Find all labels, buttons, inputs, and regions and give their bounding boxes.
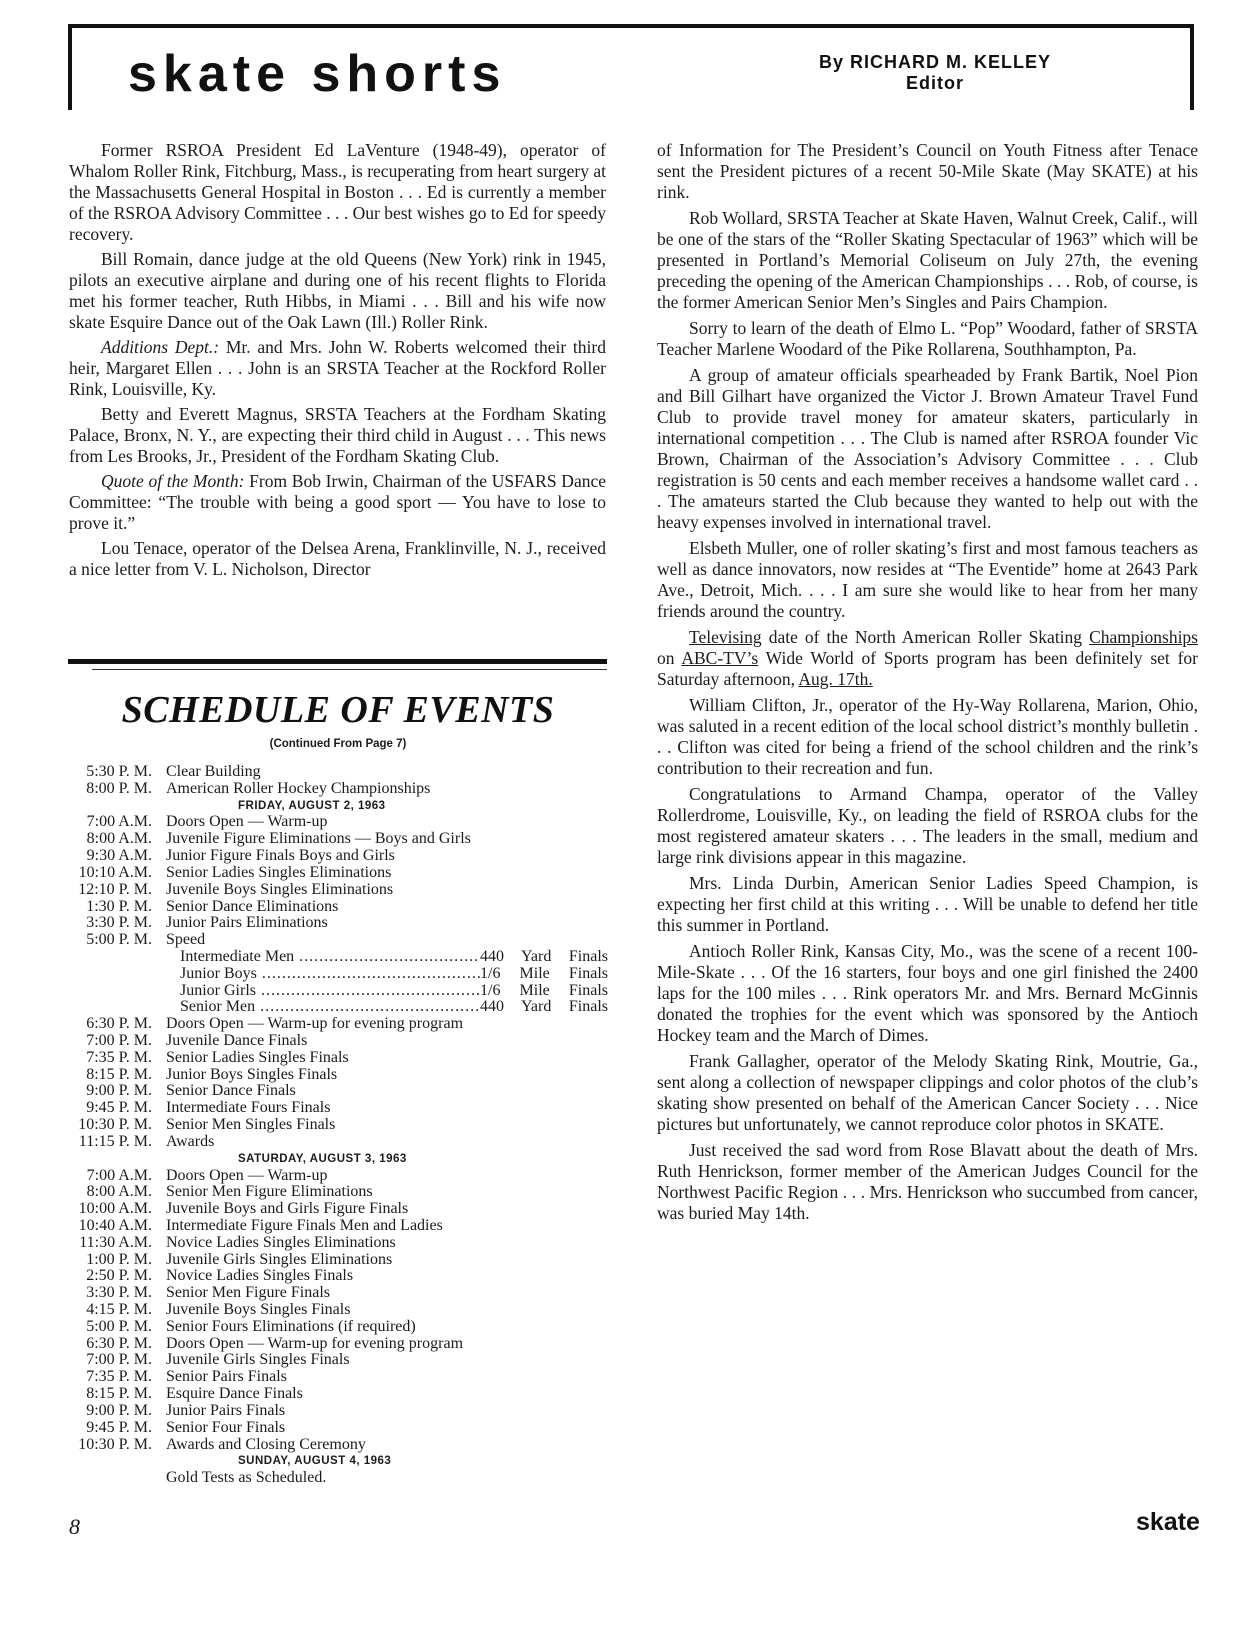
schedule-row xyxy=(68,865,608,882)
paragraph: Betty and Everett Magnus, SRSTA Teachers at the Fordham Skating Palace, Bronx, N. Y., are expecting their third child in August . . . This news from Les Brooks, Jr., President of the Fordham Skating Club. xyxy=(69,404,606,466)
tv-text: Wide World of Sports program has been definitely set for Saturday afternoon, xyxy=(657,648,1199,689)
schedule-time: 9:45 P. M. xyxy=(86,1418,152,1436)
schedule-event: Clear Building xyxy=(166,763,261,780)
schedule-time: 8:15 P. M. xyxy=(86,1065,152,1083)
schedule-row xyxy=(68,1016,608,1033)
schedule-time: 11:30 A.M. xyxy=(79,1233,152,1251)
schedule-row xyxy=(68,1470,608,1487)
tv-word-date: Aug. 17th. xyxy=(798,669,873,689)
schedule-pre xyxy=(68,764,608,798)
schedule-row xyxy=(68,1336,608,1353)
paragraph: of Information for The President’s Council on Youth Fitness after Tenace sent the President pictures of a recent 50-Mile Skate (May SKATE) at his rink. xyxy=(657,140,1198,202)
schedule-event: Junior Boys Singles Finals xyxy=(166,1065,338,1083)
paragraph: Former RSROA President Ed LaVenture (1948-49), operator of Whalom Roller Rink, Fitchburg, Mass., is recuperating from heart surgery at the Massachusetts General Hospital in Boston . . . Ed is currently a member of the RSROA Advisory Committee . . . Our best wishes go to Ed for speedy recovery. xyxy=(69,140,606,244)
speed-result: 440 Yard Finals xyxy=(480,998,608,1016)
magazine-name: skate xyxy=(1136,1508,1200,1536)
schedule-row xyxy=(68,1201,608,1218)
schedule-event: Senior Fours Eliminations (if required) xyxy=(166,1317,416,1335)
schedule-event: Senior Four Finals xyxy=(166,1418,286,1436)
schedule-time: 5:00 P. M. xyxy=(86,1317,152,1335)
speed-category: Senior Men ..... xyxy=(180,999,480,1016)
paragraph-tv xyxy=(657,627,1198,690)
schedule-event: Doors Open — Warm-up xyxy=(166,1166,328,1184)
tv-text: date of the North American Roller Skating xyxy=(761,627,1090,647)
schedule-event: Senior Pairs Finals xyxy=(166,1368,287,1386)
paragraph-quote xyxy=(69,471,606,534)
paragraph: Rob Wollard, SRSTA Teacher at Skate Haven, Walnut Creek, Calif., will be one of the stars of the “Roller Skating Spectacular of 1963” which will be presented in Portland’s Memorial Coliseum on July 27th, the evening preceding the opening of the American Championships . . . Rob, of course, is the former American Senior Men’s Singles and Pairs Champion. xyxy=(657,208,1198,312)
schedule-row xyxy=(68,899,608,916)
schedule-time: 9:30 A.M. xyxy=(86,847,152,865)
schedule-event: Junior Figure Finals Boys and Girls xyxy=(166,847,395,865)
schedule-event: Speed xyxy=(166,931,206,949)
schedule-row xyxy=(68,1369,608,1386)
schedule-time: 3:30 P. M. xyxy=(86,1284,152,1302)
schedule-speed xyxy=(68,949,608,1016)
schedule-time: 10:30 P. M. xyxy=(78,1435,152,1453)
schedule-event: Junior Pairs Finals xyxy=(166,1401,286,1419)
schedule-time: 3:30 P. M. xyxy=(86,914,152,932)
schedule-row xyxy=(68,1067,608,1084)
schedule-time: 5:30 P. M. xyxy=(86,763,152,780)
paragraph: Lou Tenace, operator of the Delsea Arena, Franklinville, N. J., received a nice letter from V. L. Nicholson, Director xyxy=(69,538,606,579)
schedule-time: 9:00 P. M. xyxy=(86,1082,152,1100)
schedule-time: 10:00 A.M. xyxy=(78,1200,152,1218)
schedule-event: Senior Men Singles Finals xyxy=(166,1116,336,1134)
schedule-row xyxy=(68,1134,608,1151)
speed-row xyxy=(68,983,608,1000)
schedule-time: 9:00 P. M. xyxy=(86,1401,152,1419)
schedule-event: American Roller Hockey Championships xyxy=(166,779,431,797)
schedule-event: Esquire Dance Finals xyxy=(166,1385,303,1403)
tv-text: on xyxy=(657,648,682,668)
paragraph: William Clifton, Jr., operator of the Hy-Way Rollarena, Marion, Ohio, was saluted in a recent edition of the local school district’s monthly bulletin . . . Clifton was cited for being a friend of the school children and the rink’s contribution to their recreation and fun. xyxy=(657,695,1198,778)
schedule-event: Intermediate Fours Finals xyxy=(166,1099,331,1117)
schedule-event: Senior Dance Finals xyxy=(166,1082,296,1100)
tv-word-network: ABC-TV’s xyxy=(681,648,759,668)
schedule-row xyxy=(68,882,608,899)
schedule-time: 1:30 P. M. xyxy=(86,897,152,915)
schedule-event: Novice Ladies Singles Eliminations xyxy=(166,1233,396,1251)
byline xyxy=(770,52,1100,94)
schedule-time: 6:30 P. M. xyxy=(86,1015,152,1033)
schedule-title: SCHEDULE OF EVENTS xyxy=(121,689,555,731)
divider-thin xyxy=(92,669,607,670)
schedule-event: Juvenile Figure Eliminations — Boys and Girls xyxy=(166,830,471,848)
schedule-note: (Continued From Page 7) xyxy=(269,738,407,750)
byline-author: By RICHARD M. KELLEY xyxy=(818,52,1051,72)
schedule-time: 4:15 P. M. xyxy=(86,1301,152,1318)
schedule-row xyxy=(68,1168,608,1185)
day-header-friday: FRIDAY, AUGUST 2, 1963 xyxy=(238,799,386,812)
schedule-row xyxy=(68,814,608,831)
speed-category: Junior Boys ..... xyxy=(180,966,480,983)
schedule-event: Intermediate Figure Finals Men and Ladies xyxy=(166,1216,443,1234)
schedule-time: 7:35 P. M. xyxy=(86,1048,152,1066)
schedule-row xyxy=(68,764,608,781)
quote-text: From Bob Irwin, Chairman of the USFARS Dance Committee: “The trouble with being a good sport — You have to lose to prove it.” xyxy=(69,471,606,533)
schedule-friday-b xyxy=(68,1016,608,1151)
schedule-event: Juvenile Dance Finals xyxy=(166,1032,308,1049)
schedule-row xyxy=(68,831,608,848)
schedule-event: Doors Open — Warm-up for evening program xyxy=(166,1015,464,1033)
tv-word-championships: Championships xyxy=(1089,627,1198,647)
schedule-sunday xyxy=(68,1470,608,1487)
schedule-friday-a xyxy=(68,814,608,949)
schedule-row xyxy=(68,1235,608,1252)
schedule-row xyxy=(68,1117,608,1134)
schedule-row xyxy=(68,1285,608,1302)
schedule-time: 8:15 P. M. xyxy=(86,1385,152,1403)
schedule-event: Senior Men Figure Eliminations xyxy=(166,1183,373,1201)
schedule-row xyxy=(68,1268,608,1285)
schedule-row xyxy=(68,932,608,949)
schedule-time: 11:15 P. M. xyxy=(78,1132,152,1150)
paragraph: Frank Gallagher, operator of the Melody Skating Rink, Moutrie, Ga., sent along a collection of newspaper clippings and color photos of the club’s skating show presented on behalf of the American Cancer Society . . . Nice pictures but unfortunately, we cannot reproduce color photos in SKATE. xyxy=(657,1051,1198,1134)
schedule-time: 10:10 A.M. xyxy=(78,863,152,881)
schedule-event: Doors Open — Warm-up xyxy=(166,813,328,831)
schedule-event: Junior Pairs Eliminations xyxy=(166,914,328,932)
schedule-time: 1:00 P. M. xyxy=(86,1250,152,1268)
schedule-event: Senior Ladies Singles Finals xyxy=(166,1048,349,1066)
schedule-saturday xyxy=(68,1168,608,1454)
speed-result: 1/6 Mile Finals xyxy=(480,964,608,982)
paragraph: Congratulations to Armand Champa, operator of the Valley Rollerdrome, Louisville, Ky., on leading the field of RSROA clubs for the most registered amateur skaters . . . The leaders in the small, medium and large rink divisions appear in this magazine. xyxy=(657,784,1198,867)
quote-lead: Quote of the Month: xyxy=(101,471,245,491)
schedule-time: 7:00 P. M. xyxy=(86,1351,152,1369)
masthead-title: skate shorts xyxy=(128,45,507,103)
schedule-row xyxy=(68,1252,608,1269)
schedule-time: 2:50 P. M. xyxy=(86,1267,152,1285)
paragraph: Elsbeth Muller, one of roller skating’s first and most famous teachers as well as dance innovators, now resides at “The Eventide” home at 2643 Park Ave., Detroit, Mich. . . . I am sure she would like to hear from her many friends around the country. xyxy=(657,538,1198,621)
schedule-time: 8:00 P. M. xyxy=(86,779,152,797)
schedule-row xyxy=(68,1302,608,1319)
schedule-time: 9:45 P. M. xyxy=(86,1099,152,1117)
schedule-time: 6:30 P. M. xyxy=(86,1334,152,1352)
paragraph: Just received the sad word from Rose Blavatt about the death of Mrs. Ruth Henrickson, former member of the American Judges Council for the Northwest Pacific Region . . . Mrs. Henrickson who succumbed from cancer, was buried May 14th. xyxy=(657,1140,1198,1223)
schedule-event: Novice Ladies Singles Finals xyxy=(166,1267,354,1285)
schedule-time: 12:10 P. M. xyxy=(78,880,152,898)
paragraph: Bill Romain, dance judge at the old Queens (New York) rink in 1945, pilots an executive airplane and during one of his recent flights to Florida met his former teacher, Ruth Hibbs, in Miami . . . Bill and his wife now skate Esquire Dance out of the Oak Lawn (Ill.) Roller Rink. xyxy=(69,249,606,332)
schedule-row xyxy=(68,1352,608,1369)
schedule-event: Juvenile Boys Singles Eliminations xyxy=(166,880,394,898)
schedule-time: 8:00 A.M. xyxy=(86,1183,152,1201)
schedule-row xyxy=(68,1319,608,1336)
schedule-time: 7:00 A.M. xyxy=(86,813,152,831)
schedule-list xyxy=(68,764,608,1487)
schedule-time: 10:30 P. M. xyxy=(78,1116,152,1134)
paragraph: Antioch Roller Rink, Kansas City, Mo., was the scene of a recent 100-Mile-Skate . . . Of the 16 starters, four boys and one girl finished the 2400 laps for the 100 miles . . . Rink operators Mr. and Mrs. Bernard McGinnis donated the trophies for the event which was sponsored by the Antioch Hockey team and the March of Dimes. xyxy=(657,941,1198,1045)
schedule-event: Awards xyxy=(166,1132,215,1150)
schedule-event: Senior Men Figure Finals xyxy=(166,1284,330,1302)
schedule-row xyxy=(68,915,608,932)
schedule-row xyxy=(68,1420,608,1437)
schedule-time xyxy=(68,1470,166,1487)
schedule-event: Senior Ladies Singles Eliminations xyxy=(166,863,392,881)
speed-result: 1/6 Mile Finals xyxy=(480,981,608,999)
schedule-row xyxy=(68,1437,608,1454)
schedule-time: 5:00 P. M. xyxy=(86,931,152,949)
schedule-row xyxy=(68,1033,608,1050)
speed-row xyxy=(68,999,608,1016)
day-header-saturday: SATURDAY, AUGUST 3, 1963 xyxy=(238,1152,407,1165)
additions-lead: Additions Dept.: xyxy=(101,337,220,357)
left-column xyxy=(69,140,606,584)
additions-text: Mr. and Mrs. John W. Roberts welcomed their third heir, Margaret Ellen . . . John is an SRSTA Teacher at the Rockford Roller Rink, Louisville, Ky. xyxy=(69,337,606,399)
schedule-event: Juvenile Girls Singles Eliminations xyxy=(166,1250,393,1268)
speed-row xyxy=(68,949,608,966)
schedule-time: 8:00 A.M. xyxy=(86,830,152,848)
schedule-row xyxy=(68,1083,608,1100)
schedule-time: 10:40 A.M. xyxy=(78,1216,152,1234)
schedule-row xyxy=(68,1386,608,1403)
byline-role: Editor xyxy=(906,73,964,93)
speed-category: Intermediate Men ..... xyxy=(180,949,480,966)
right-column xyxy=(657,140,1198,1229)
schedule-row xyxy=(68,848,608,865)
schedule-row xyxy=(68,1403,608,1420)
schedule-time: 7:35 P. M. xyxy=(86,1368,152,1386)
schedule-time: 7:00 A.M. xyxy=(86,1166,152,1184)
speed-result: 440 Yard Finals xyxy=(480,947,608,965)
paragraph: Sorry to learn of the death of Elmo L. “Pop” Woodard, father of SRSTA Teacher Marlene Woodard of the Pike Rollarena, Southhampton, Pa. xyxy=(657,318,1198,359)
schedule-event: Doors Open — Warm-up for evening program xyxy=(166,1334,464,1352)
divider-thick xyxy=(68,659,607,664)
schedule-event: Juvenile Boys and Girls Figure Finals xyxy=(166,1200,409,1218)
schedule-event: Gold Tests as Scheduled. xyxy=(166,1469,327,1487)
schedule-row xyxy=(68,1100,608,1117)
speed-row xyxy=(68,966,608,983)
schedule-row xyxy=(68,1218,608,1235)
speed-category: Junior Girls ..... xyxy=(180,983,480,1000)
day-header-sunday: SUNDAY, AUGUST 4, 1963 xyxy=(238,1455,392,1468)
tv-word-televising: Televising xyxy=(689,627,762,647)
schedule-row xyxy=(68,781,608,798)
schedule-event: Juvenile Girls Singles Finals xyxy=(166,1351,350,1369)
schedule-row xyxy=(68,1050,608,1067)
paragraph-additions xyxy=(69,337,606,400)
schedule-time: 7:00 P. M. xyxy=(86,1032,152,1049)
schedule-event: Awards and Closing Ceremony xyxy=(166,1435,366,1453)
schedule-event: Juvenile Boys Singles Finals xyxy=(166,1301,351,1318)
page-number: 8 xyxy=(69,1514,80,1539)
paragraph: A group of amateur officials spearheaded by Frank Bartik, Noel Pion and Bill Gilhart have organized the Victor J. Brown Amateur Travel Fund Club to provide travel money for amateur skaters, particularly in international competition . . . The Club is named after RSROA founder Vic Brown, Chairman of the Association’s Advisory Committee . . . Club registration is 50 cents and each member receives a handsome wallet card . . . The amateurs started the Club because they wanted to help out with the heavy expenses involved in international travel. xyxy=(657,365,1198,532)
paragraph: Mrs. Linda Durbin, American Senior Ladies Speed Champion, is expecting her first child at this writing . . . Will be unable to defend her title this summer in Portland. xyxy=(657,873,1198,935)
schedule-row xyxy=(68,1184,608,1201)
schedule-event: Senior Dance Eliminations xyxy=(166,897,339,915)
